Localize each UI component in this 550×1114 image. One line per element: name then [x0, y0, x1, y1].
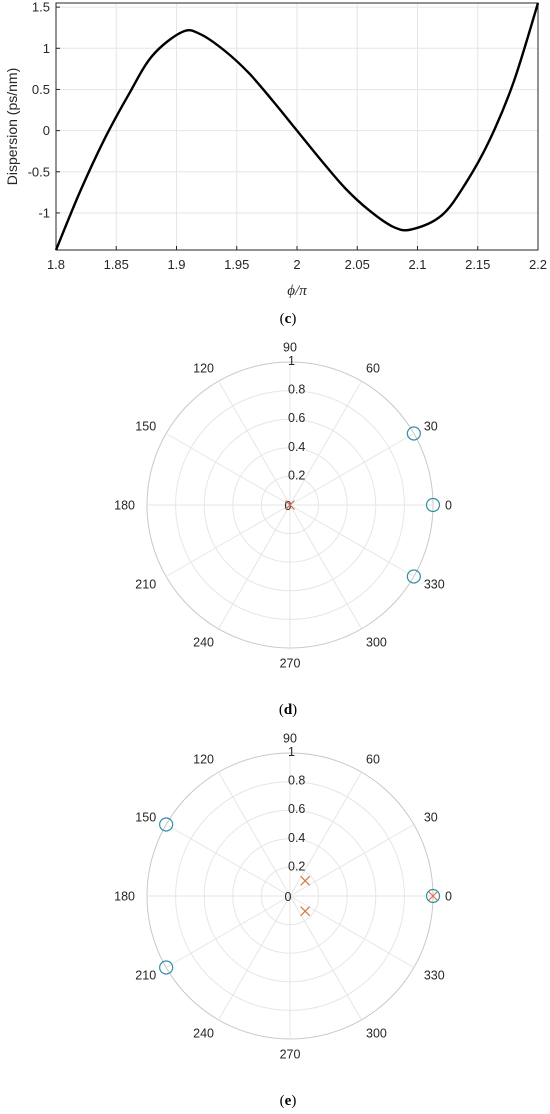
- angular-gridline: [290, 896, 362, 1020]
- angle-tick-label: 180: [114, 498, 135, 513]
- x-tick-label: 2.2: [528, 257, 548, 272]
- angle-tick-label: 30: [423, 419, 438, 434]
- x-tick-label: 2.05: [344, 257, 370, 272]
- radius-tick-label: 0.8: [288, 382, 306, 397]
- angle-tick-label: 60: [366, 752, 380, 767]
- cross-marker: [301, 907, 310, 916]
- angle-tick-label: 300: [366, 1026, 387, 1041]
- angular-gridline: [219, 505, 291, 629]
- y-tick-label: 0: [42, 123, 50, 139]
- radius-tick-label: 0.2: [288, 859, 306, 874]
- angular-gridline: [219, 896, 291, 1020]
- angle-tick-label: 90: [283, 340, 297, 355]
- panel-label-c: (c): [279, 311, 297, 327]
- radius-tick-label: 1: [288, 354, 295, 368]
- angle-tick-label: 120: [193, 752, 214, 767]
- angle-tick-label: 180: [114, 889, 135, 904]
- x-tick-label: 1.9: [167, 257, 186, 272]
- angular-gridline: [290, 896, 414, 968]
- y-axis-label: Dispersion (ps/nm): [4, 67, 20, 186]
- x-tick-label: 2: [293, 257, 301, 272]
- angular-gridline: [166, 896, 290, 968]
- angle-tick-label: 210: [135, 968, 157, 983]
- polar-chart-d: [114, 341, 452, 671]
- angular-gridline: [166, 505, 290, 577]
- angle-tick-label: 210: [135, 577, 157, 592]
- angular-gridline: [219, 381, 291, 505]
- x-tick-label: 1.95: [224, 257, 250, 272]
- dispersion-line-chart: [4, 0, 547, 299]
- angular-gridline: [166, 825, 290, 897]
- x-tick-label: 2.1: [408, 257, 427, 272]
- x-tick-label: 2.15: [465, 257, 491, 272]
- cross-marker: [301, 876, 310, 885]
- radius-tick-label: 0.4: [288, 830, 306, 845]
- angle-tick-label: 300: [366, 635, 387, 650]
- angle-tick-label: 30: [423, 810, 438, 825]
- angle-tick-label: 270: [279, 656, 301, 671]
- x-tick-label: 1.85: [103, 257, 129, 272]
- radius-tick-label: 0.6: [288, 411, 306, 426]
- angle-tick-label: 150: [135, 419, 157, 434]
- radius-center-label: 0: [284, 499, 292, 513]
- polar-chart-e: [114, 732, 452, 1062]
- angle-tick-label: 60: [366, 361, 380, 376]
- x-tick-label: 1.8: [46, 257, 66, 272]
- angular-gridline: [290, 825, 414, 897]
- angular-gridline: [166, 434, 290, 506]
- angle-tick-label: 240: [193, 635, 214, 650]
- angle-tick-label: 0: [445, 498, 452, 513]
- y-tick-label: 1: [42, 40, 50, 56]
- angle-tick-label: 120: [193, 361, 214, 376]
- angular-gridline: [290, 505, 362, 629]
- angle-tick-label: 240: [193, 1026, 214, 1041]
- radius-tick-label: 1: [288, 745, 295, 759]
- radius-tick-label: 0.2: [288, 468, 306, 483]
- panel-label-e: (e): [279, 1093, 297, 1109]
- angle-tick-label: 330: [423, 968, 445, 983]
- angle-tick-label: 0: [445, 889, 452, 904]
- angle-tick-label: 330: [423, 577, 445, 592]
- panel-label-d: (d): [278, 702, 298, 718]
- y-tick-label: -1: [38, 205, 50, 221]
- y-tick-label: 0.5: [31, 81, 50, 97]
- angular-gridline: [290, 434, 414, 506]
- y-tick-label: -0.5: [27, 164, 50, 180]
- angular-gridline: [290, 505, 414, 577]
- radius-tick-label: 0.6: [288, 802, 306, 817]
- radius-tick-label: 0.4: [288, 439, 306, 454]
- radius-tick-label: 0.8: [288, 773, 306, 788]
- radius-center-label: 0: [284, 890, 292, 904]
- angle-tick-label: 90: [283, 731, 297, 746]
- angular-gridline: [219, 772, 291, 896]
- angle-tick-label: 270: [279, 1047, 301, 1062]
- x-axis-label: ϕ/π: [287, 283, 307, 299]
- angle-tick-label: 150: [135, 810, 157, 825]
- y-tick-label: 1.5: [31, 0, 50, 15]
